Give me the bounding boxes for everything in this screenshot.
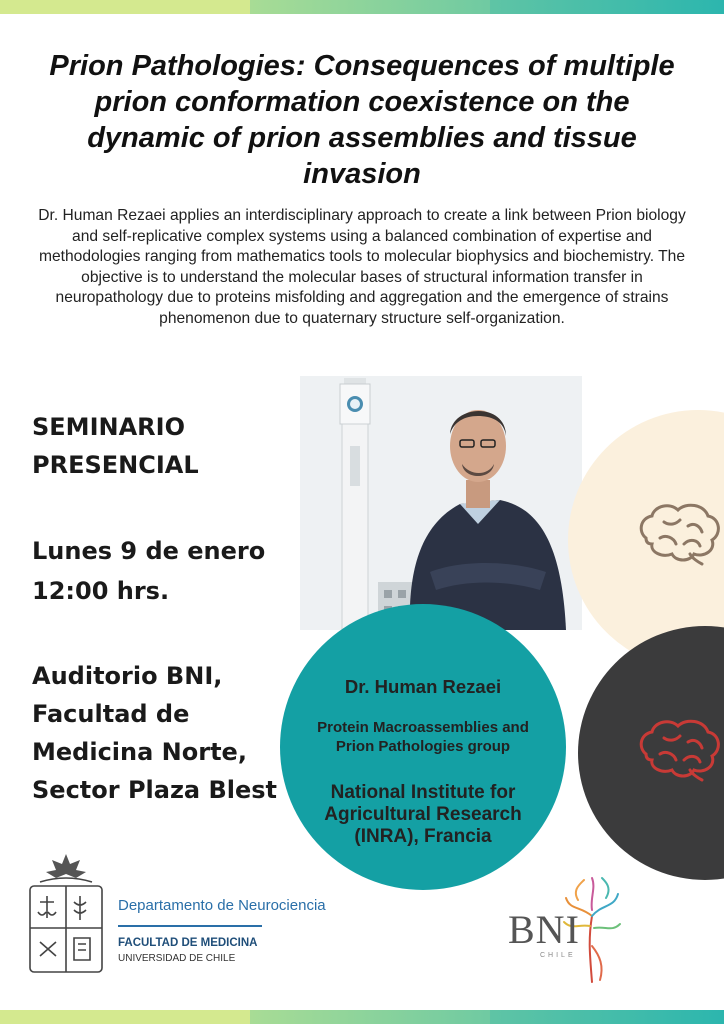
seminar-venue: Auditorio BNI, Facultad de Medicina Norte, Sector Plaza Blest <box>32 662 278 804</box>
brain-outline-icon <box>636 500 722 566</box>
seminar-date: Lunes 9 de enero <box>32 537 266 565</box>
department-name: Departamento de Neurociencia <box>118 897 326 914</box>
speaker-photo <box>300 376 582 630</box>
speaker-institution: National Institute for Agricultural Research (INRA), Francia <box>324 782 522 847</box>
speaker-card <box>280 604 566 890</box>
department-divider <box>118 925 262 927</box>
university-name: UNIVERSIDAD DE CHILE <box>118 953 236 964</box>
seminar-modality: SEMINARIO PRESENCIAL <box>32 413 199 479</box>
bni-logo-text: BNI <box>508 907 580 952</box>
speaker-bio: Dr. Human Rezaei applies an interdisciplinary approach to create a link between Prion biology and self-replicative complex systems using a balanced combination of expertise and methodologies ranging from mathematics tools to molecular biophysics and biochemistry. The objective is to understand the molecular bases of structural information transfer in neuropathology due to proteins misfolding and aggregation and the emergence of strains phenomenon due to quaternary structure self-organization. <box>38 207 686 327</box>
seminar-time: 12:00 hrs. <box>32 577 170 605</box>
seminar-title: Prion Pathologies: Consequences of multiple prion conformation coexistence on the dynamic of prion assemblies and tissue invasion <box>49 50 675 190</box>
top-stripe <box>0 0 724 14</box>
university-crest-icon <box>26 852 106 978</box>
faculty-name: FACULTAD DE MEDICINA <box>118 937 258 949</box>
speaker-name: Dr. Human Rezaei <box>344 676 502 697</box>
speaker-group: Protein Macroassemblies and Prion Pathologies group <box>317 719 529 755</box>
brain-red-icon <box>636 716 722 782</box>
bni-logo-sub: CHILE <box>540 952 576 959</box>
bottom-stripe <box>0 1010 724 1024</box>
clock-tower-icon <box>340 378 370 630</box>
